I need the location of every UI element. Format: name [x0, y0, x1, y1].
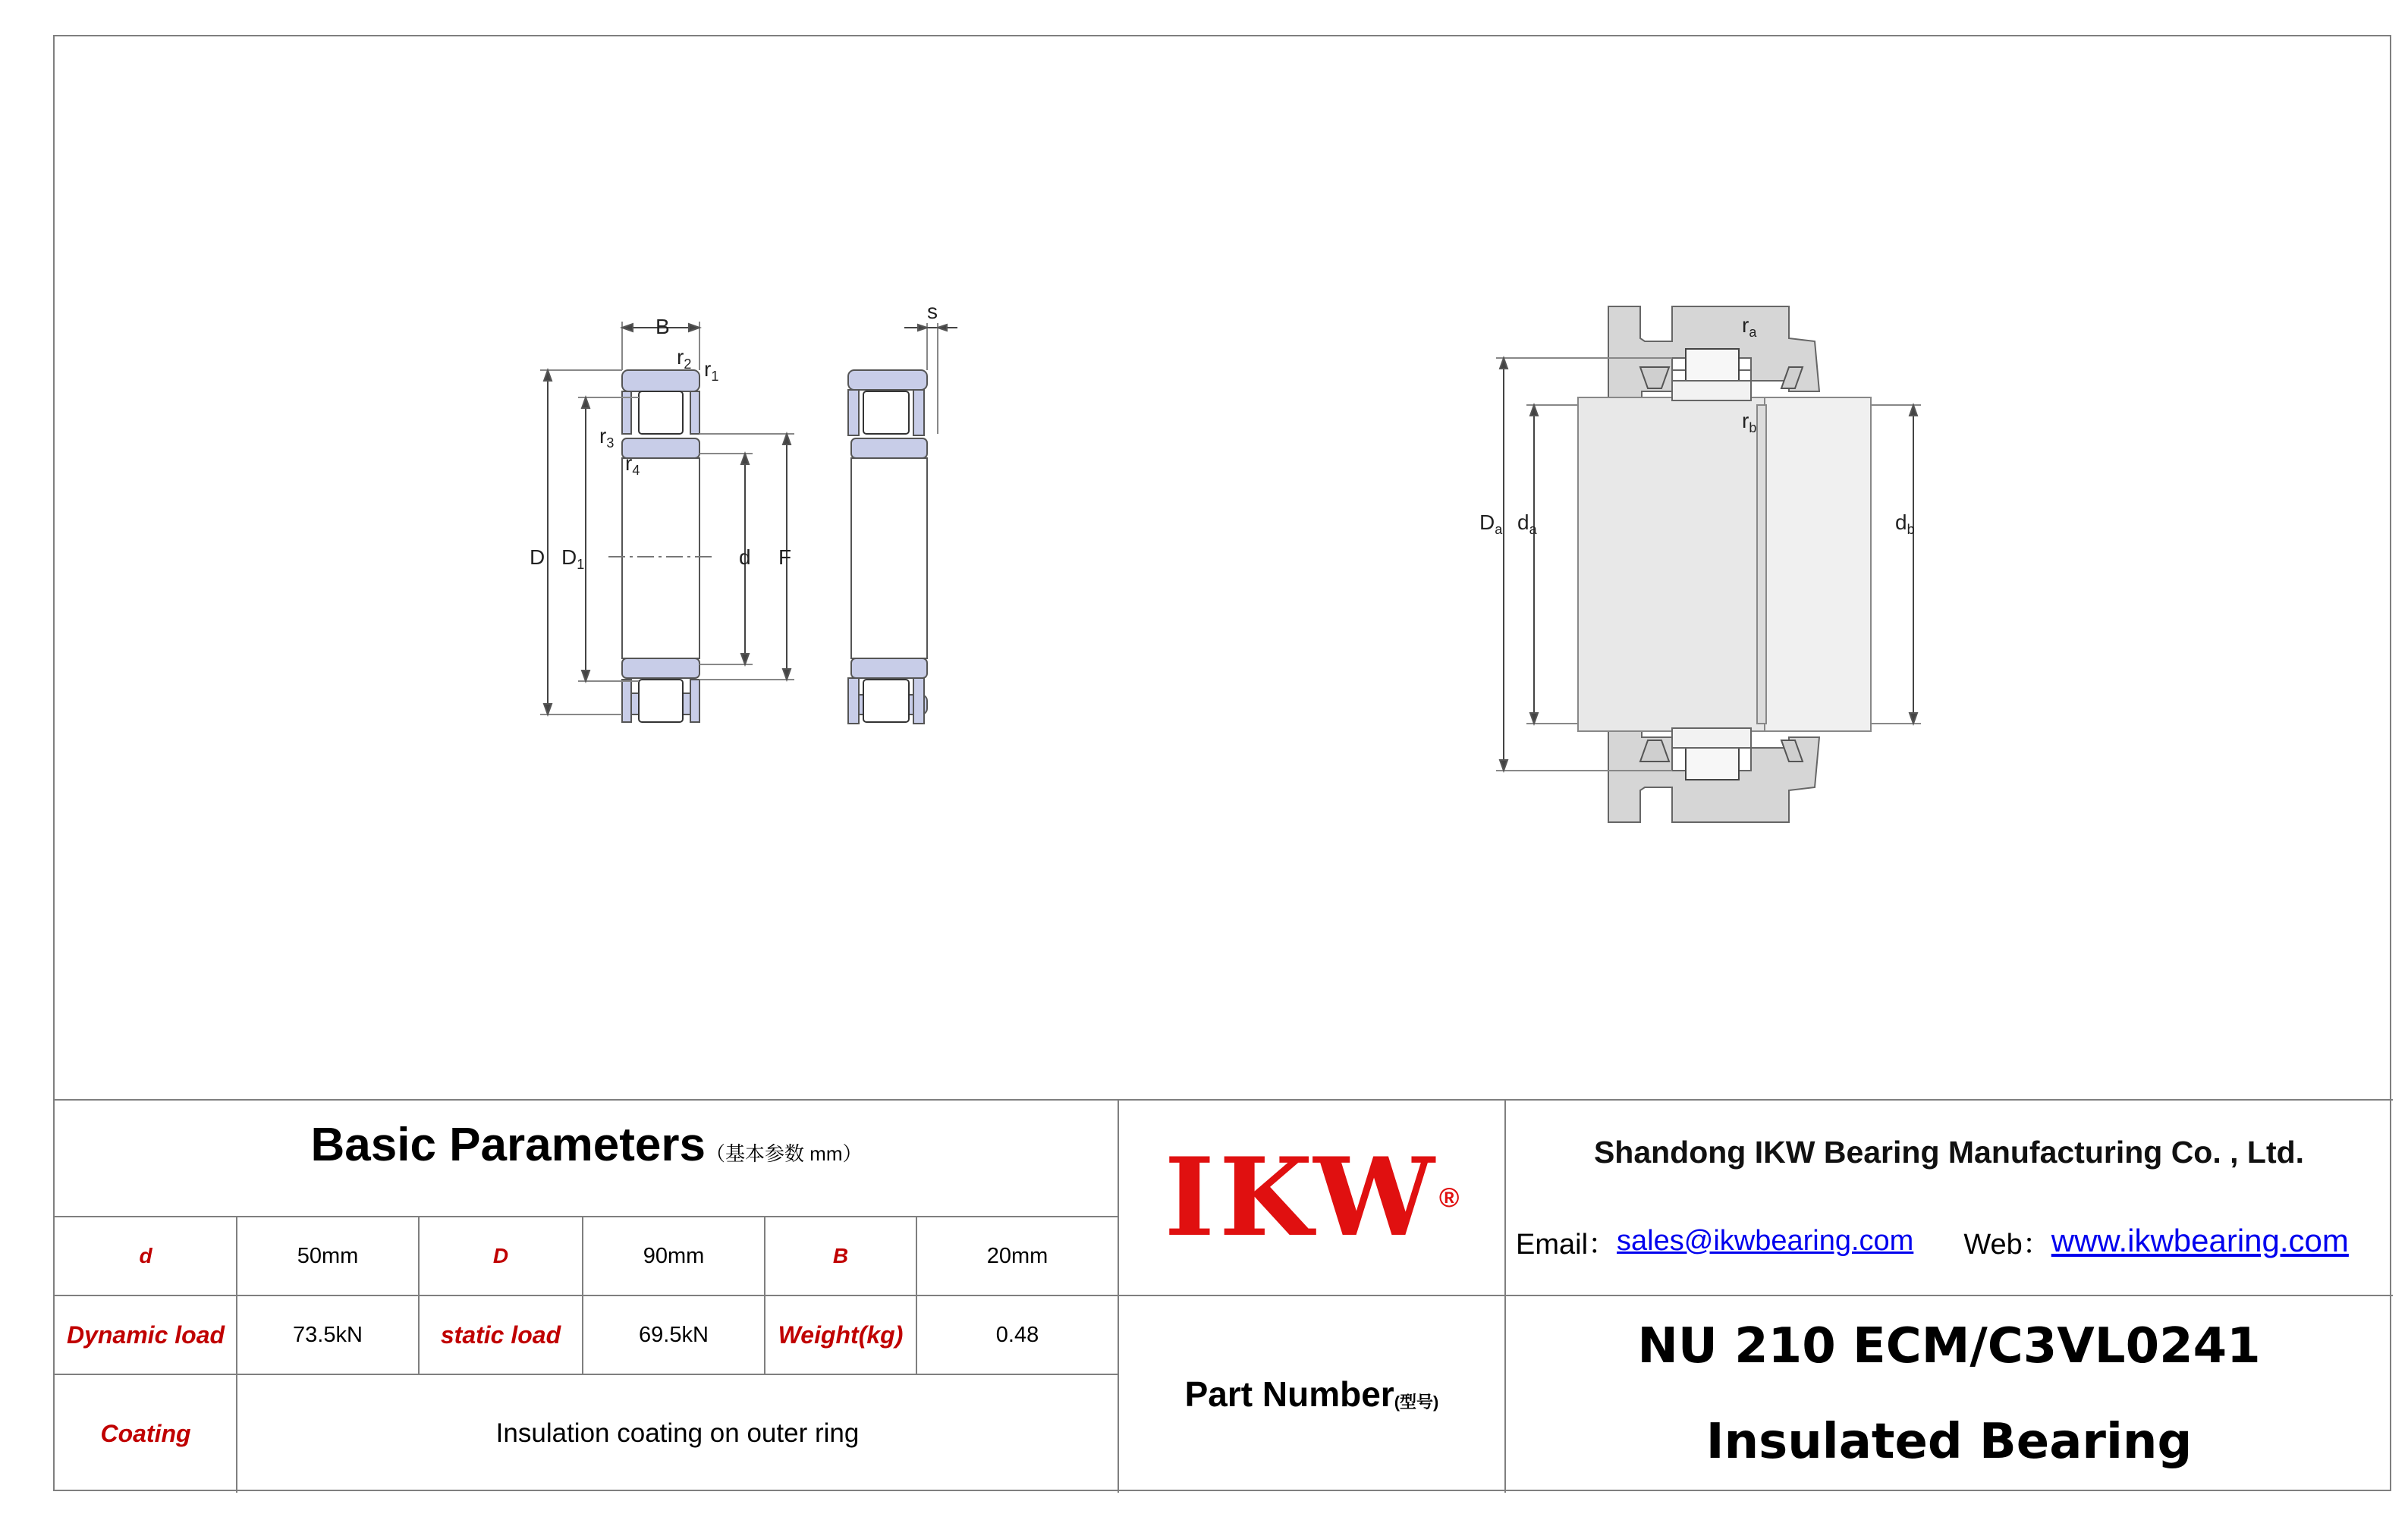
- part-number-label: [1118, 1295, 1505, 1493]
- company-name: Shandong IKW Bearing Manufacturing Co. , Ltd.: [1593, 1134, 2305, 1170]
- params-title-sub: （基本参数 mm）: [705, 1142, 863, 1165]
- part-number-value: NU 210 ECM/C3VL0241: [1637, 1318, 2261, 1374]
- label-B: B: [832, 1244, 849, 1267]
- value-d: 50mm: [297, 1243, 359, 1268]
- logo-text: IKW: [1164, 1135, 1439, 1261]
- dim-label-r2: $r_2$: [677, 345, 692, 372]
- params-title: [55, 1100, 1118, 1217]
- registered-mark: ®: [1438, 1182, 1460, 1213]
- dim-label-ra: $r_a$: [1742, 313, 1757, 340]
- email-link[interactable]: sales@ikwbearing.com: [1617, 1224, 1914, 1257]
- dim-label-rb: $r_b$: [1742, 409, 1757, 435]
- email-label: Email：: [1516, 1228, 1617, 1261]
- ikw-logo: [1118, 1100, 1505, 1295]
- value-B: 20mm: [986, 1243, 1048, 1268]
- label-dynamic-load: Dynamic load: [66, 1321, 225, 1349]
- label-d: d: [139, 1244, 152, 1267]
- part-number-label-text: Part Number: [1184, 1374, 1394, 1414]
- value-static-load: 69.5kN: [639, 1322, 709, 1347]
- dim-label-r4: $r_4$: [625, 451, 640, 478]
- dim-label-B: B: [655, 315, 670, 338]
- dim-label-d: d: [739, 545, 751, 569]
- contact-line: [1505, 1198, 2393, 1283]
- dim-label-db: $d_b$: [1895, 510, 1915, 537]
- value-dynamic-load: 73.5kN: [293, 1322, 363, 1347]
- value-coating: Insulation coating on outer ring: [495, 1418, 860, 1448]
- bearing-type: Insulated Bearing: [1705, 1414, 2193, 1470]
- value-weight: 0.48: [995, 1322, 1039, 1347]
- dim-label-da: $d_a$: [1517, 510, 1537, 537]
- web-link[interactable]: www.ikwbearing.com: [2051, 1223, 2349, 1258]
- drawing-sheet: [53, 35, 2391, 1491]
- dim-label-r3: $r_3$: [599, 424, 615, 451]
- dim-label-Da: $D_a$: [1479, 510, 1503, 537]
- dim-label-F: F: [778, 545, 792, 569]
- dim-label-D1: $D_1$: [561, 545, 585, 572]
- label-weight: Weight(kg): [778, 1321, 904, 1349]
- label-D: D: [492, 1244, 509, 1267]
- params-title-main: Basic Parameters: [310, 1118, 706, 1171]
- dim-label-s: s: [927, 300, 938, 323]
- value-D: 90mm: [643, 1243, 705, 1268]
- dim-label-r1: $r_1$: [704, 357, 719, 384]
- label-coating: Coating: [100, 1419, 191, 1447]
- part-number-label-sub: (型号): [1394, 1392, 1439, 1412]
- web-label: Web：: [1963, 1228, 2051, 1261]
- dim-label-D: D: [530, 545, 545, 569]
- label-static-load: static load: [440, 1321, 561, 1349]
